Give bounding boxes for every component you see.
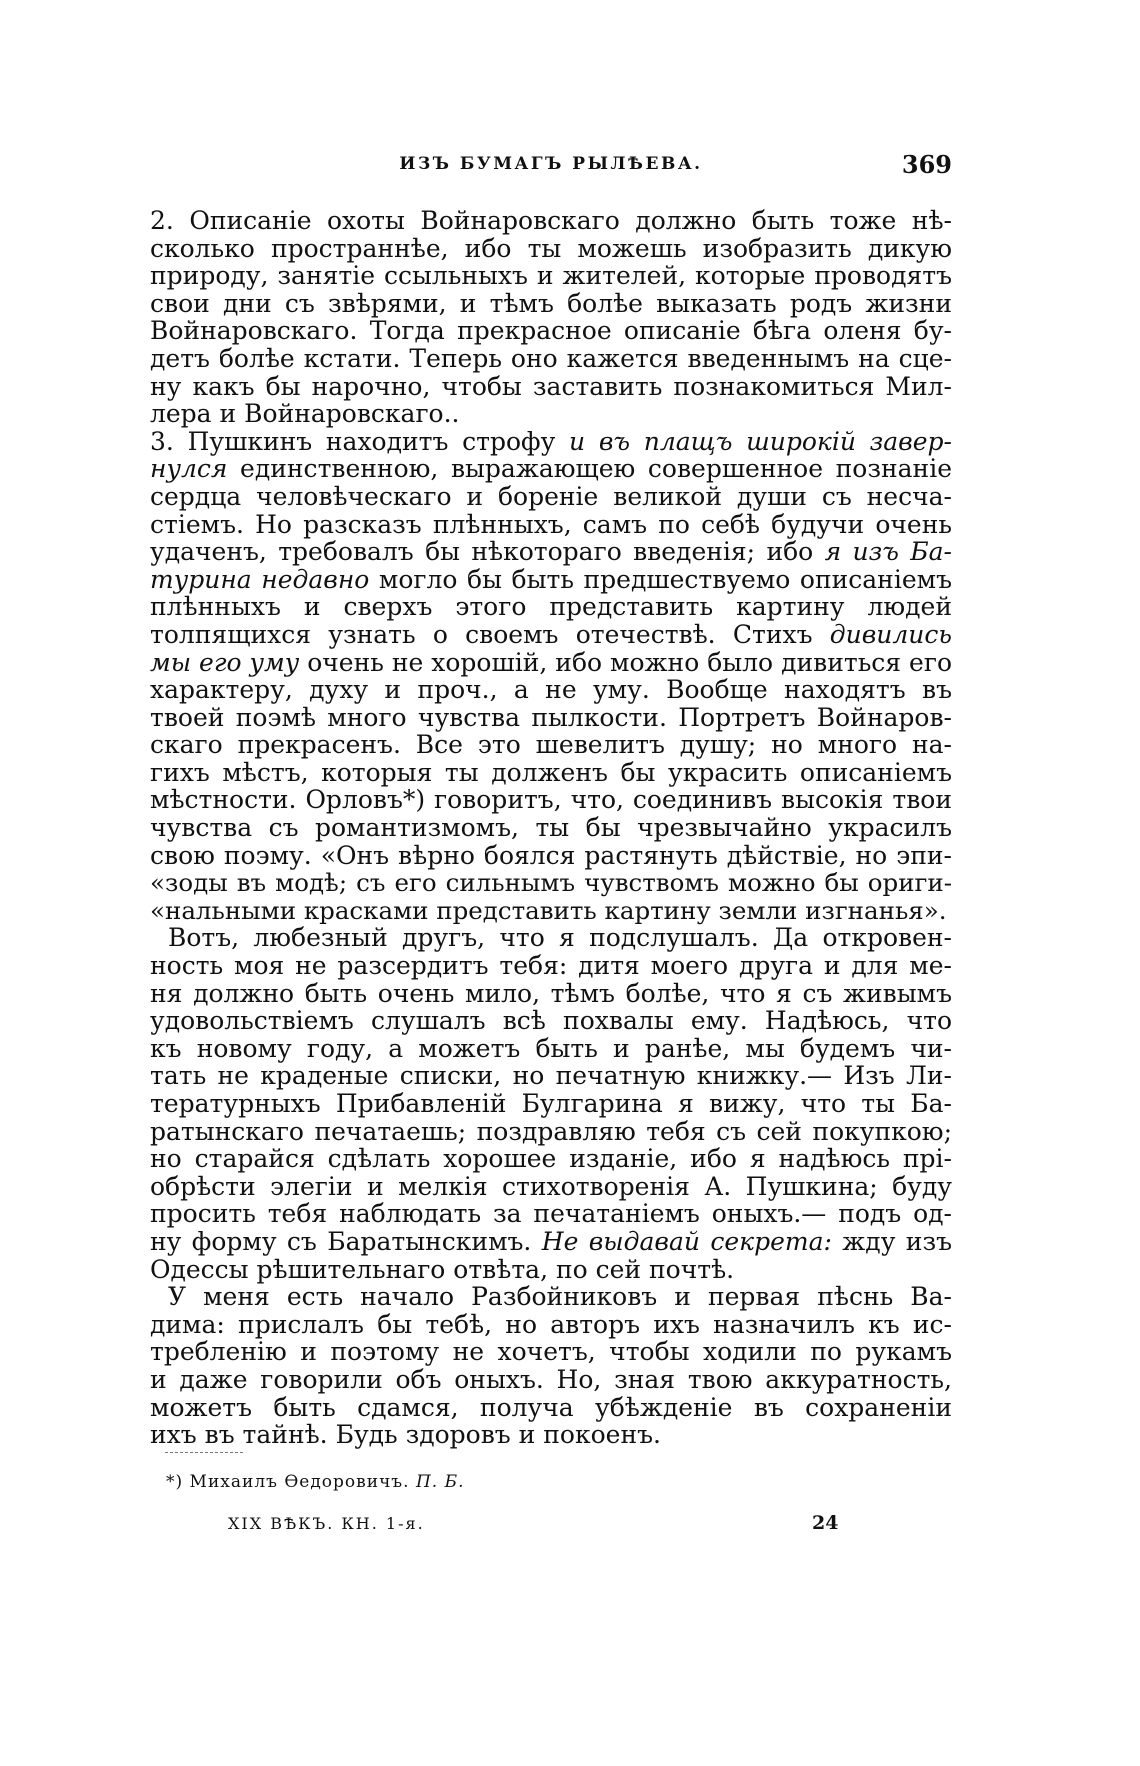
text-run: свою поэму. «Онъ вѣрно боялся растянуть дѣйствіе, но эпи- <box>150 840 952 870</box>
text-line <box>150 593 952 621</box>
text-line <box>150 1035 952 1063</box>
text-line <box>150 1062 952 1090</box>
text-run: мѣстности. Орловъ*) говоритъ, что, соединивъ высокія твои <box>150 785 952 815</box>
text-line <box>150 483 952 511</box>
text-run: ну форму съ Баратынскимъ. <box>150 1226 542 1256</box>
text-line <box>150 1007 952 1035</box>
text-line <box>150 1090 952 1118</box>
text-run: плѣнныхъ и сверхъ этого представить картину людей <box>150 592 952 622</box>
text-line <box>150 1421 952 1449</box>
signature-number: 24 <box>812 1512 839 1534</box>
text-line <box>150 897 952 925</box>
text-run: чувства съ романтизмомъ, ты бы чрезвычайно украсилъ <box>150 813 952 843</box>
text-line <box>150 290 952 318</box>
italic-text: мы его уму <box>150 647 300 677</box>
text-run: твоей поэмѣ много чувства пылкости. Портретъ Войнаров- <box>150 702 952 732</box>
text-line <box>150 869 952 897</box>
text-run: сердца человѣческаго и бореніе великой души съ несча- <box>150 481 952 511</box>
signature-mark: XIX ВѢКЪ. КН. 1-я. <box>228 1514 425 1533</box>
text-run: детъ болѣе кстати. Теперь оно кажется введеннымъ на сце- <box>150 343 952 373</box>
text-run: Одессы рѣшительнаго отвѣта, по сей почтѣ. <box>150 1254 735 1284</box>
text-run: ня должно быть очень мило, тѣмъ болѣе, что я съ живымъ <box>150 978 952 1008</box>
text-line <box>150 373 952 401</box>
text-run: характеру, духу и проч., а не уму. Вообще находятъ въ <box>150 675 952 705</box>
text-run: тературныхъ Прибавленій Булгарина я вижу, что ты Ба- <box>150 1089 952 1118</box>
italic-text: Не выдавай секрета: <box>541 1226 832 1256</box>
italic-text: дивились <box>829 619 952 649</box>
text-run: лера и Войнаровскаго.. <box>150 399 460 429</box>
italic-text: турина недавно <box>150 564 370 594</box>
text-run: и даже говорили объ оныхъ. Но, зная твою аккуратность, <box>150 1364 952 1394</box>
text-run: стіемъ. Но разсказъ плѣнныхъ, самъ по себѣ будучи очень <box>150 509 952 539</box>
text-line <box>150 1311 952 1339</box>
text-line <box>150 649 952 677</box>
text-run: къ новому году, а можетъ быть и ранѣе, мы будемъ чи- <box>150 1033 952 1063</box>
page-number: 369 <box>901 150 952 179</box>
footnote-separator <box>165 1452 243 1453</box>
text-line <box>150 1366 952 1394</box>
text-line <box>150 704 952 732</box>
text-line <box>150 400 952 428</box>
text-run: У меня есть начало Разбойниковъ и первая пѣснь Ва- <box>168 1282 952 1312</box>
text-run: гихъ мѣстъ, которыя ты долженъ бы украсить описаніемъ <box>150 757 952 787</box>
text-line <box>150 621 952 649</box>
text-line <box>150 262 952 290</box>
text-line <box>150 317 952 345</box>
text-line <box>150 1256 952 1284</box>
text-run: «зоды въ модѣ; съ его сильнымъ чувствомъ можно бы ориги- <box>150 868 952 898</box>
footnote-initials: П. Б. <box>415 1472 465 1492</box>
main-text <box>150 207 952 1449</box>
text-line <box>150 235 952 263</box>
text-run: толпящихся узнать о своемъ отечествѣ. Стихъ <box>150 619 830 649</box>
text-line <box>150 924 952 952</box>
text-run: ну какъ бы нарочно, чтобы заставить познакомиться Мил- <box>150 371 952 401</box>
text-run: 2. Описаніе охоты Войнаровскаго должно быть тоже нѣ- <box>150 206 952 235</box>
italic-text: я изъ Ба- <box>824 537 952 567</box>
text-line <box>150 1200 952 1228</box>
text-run: сколько пространнѣе, ибо ты можешь изобразить дикую <box>150 233 952 263</box>
footnote <box>166 1472 464 1492</box>
text-line <box>150 842 952 870</box>
text-run: единственною, выражающею совершенное познаніе <box>227 454 952 484</box>
text-run: природу, занятіе ссыльныхъ и жителей, которые проводятъ <box>150 261 952 291</box>
text-line <box>150 345 952 373</box>
text-run: «нальными красками представить картину земли изгнанья». <box>150 895 947 925</box>
text-line <box>150 952 952 980</box>
footnote-text: *) Михаилъ Ѳедоровичъ. <box>166 1472 416 1492</box>
text-run: жду изъ <box>831 1226 952 1256</box>
text-run: Войнаровскаго. Тогда прекрасное описаніе бѣга оленя бу- <box>150 316 952 346</box>
text-line <box>150 1173 952 1201</box>
running-title: ИЗЪ БУМАГЪ РЫЛѢЕВА. <box>399 154 703 174</box>
italic-text: нулся <box>150 454 228 484</box>
text-run: удовольствіемъ слушалъ всѣ похвалы ему. Надѣюсь, что <box>150 1006 952 1036</box>
text-run: требленію и поэтому не хочетъ, чтобы ходили по рукамъ <box>150 1337 952 1367</box>
text-line <box>150 455 952 483</box>
text-run: очень не хорошій, ибо можно было дивиться его <box>299 647 952 677</box>
text-line <box>150 759 952 787</box>
text-line <box>150 1228 952 1256</box>
text-run: удаченъ, требовалъ бы нѣкотораго введенія; ибо <box>150 537 825 567</box>
text-run: 3. Пушкинъ находитъ строфу <box>150 426 569 456</box>
text-line <box>150 1118 952 1146</box>
text-line <box>150 786 952 814</box>
text-line <box>150 207 952 235</box>
text-run: могло бы быть предшествуемо описаніемъ <box>369 564 952 594</box>
text-run: просить тебя наблюдать за печатаніемъ оныхъ.— подъ од- <box>150 1199 952 1229</box>
text-run: Вотъ, любезный другъ, что я подслушалъ. Да откровен- <box>168 923 952 953</box>
text-line <box>150 511 952 539</box>
text-run: ихъ въ тайнѣ. Будь здоровъ и покоенъ. <box>150 1420 661 1450</box>
text-line <box>150 980 952 1008</box>
text-run: можетъ быть сдамся, получа убѣжденіе въ сохраненіи <box>150 1392 952 1422</box>
text-run: обрѣсти элегіи и мелкія стихотворенія А. Пушкина; буду <box>150 1171 952 1201</box>
running-head <box>150 150 952 184</box>
text-line <box>150 1145 952 1173</box>
text-line <box>150 814 952 842</box>
text-run: ратынскаго печатаешь; поздравляю тебя съ сей покупкою; <box>150 1116 952 1146</box>
text-line <box>150 428 952 456</box>
text-line <box>150 566 952 594</box>
text-line <box>150 1338 952 1366</box>
text-run: скаго прекрасенъ. Все это шевелитъ душу; но много на- <box>150 730 952 760</box>
text-run: тать не краденые списки, но печатную книжку.— Изъ Ли- <box>150 1061 952 1091</box>
text-line <box>150 538 952 566</box>
text-run: свои дни съ звѣрями, и тѣмъ болѣе выказать родъ жизни <box>150 288 952 318</box>
text-line <box>150 1283 952 1311</box>
text-line <box>150 676 952 704</box>
text-run: но старайся сдѣлать хорошее изданіе, ибо я надѣюсь прі- <box>150 1144 952 1174</box>
text-line <box>150 1394 952 1422</box>
text-line <box>150 731 952 759</box>
text-run: дима: прислалъ бы тебѣ, но авторъ ихъ назначилъ къ ис- <box>150 1309 952 1339</box>
italic-text: и въ плащъ широкій завер- <box>569 426 952 456</box>
text-run: ность моя не разсердитъ тебя: дитя моего друга и для ме- <box>150 951 952 981</box>
